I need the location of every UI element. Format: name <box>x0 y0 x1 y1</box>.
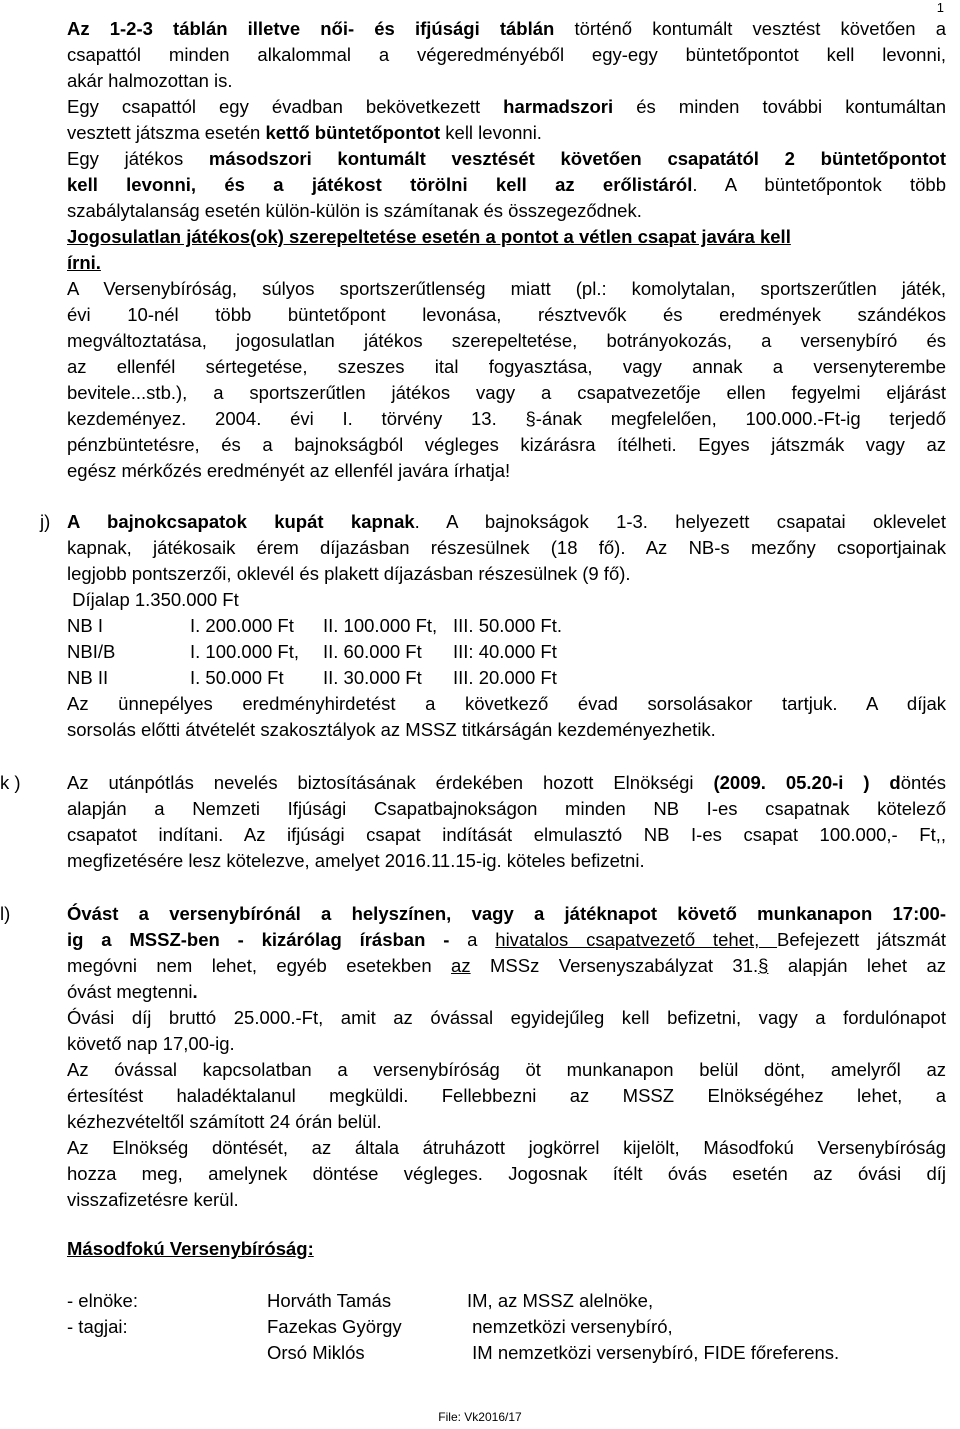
page-number: 1 <box>936 0 944 15</box>
prize-row: NBI/B I. 100.000 Ft, II. 60.000 Ft III: 40.000 Ft <box>67 641 557 662</box>
prize-row: NB I I. 200.000 Ft II. 100.000 Ft, III. 50.000 Ft. <box>67 615 563 636</box>
section-l-marker: l) <box>0 903 11 924</box>
committee-heading: Másodfokú Versenybíróság: <box>67 1238 314 1259</box>
committee-row: Orsó Miklós IM nemzetközi versenybíró, FIDE főreferens. <box>267 1342 840 1363</box>
prize-row: NB II I. 50.000 Ft II. 30.000 Ft III. 20.000 Ft <box>67 667 557 688</box>
section-k-marker: k ) <box>0 772 21 793</box>
section-j-closing: Az ünnepélyes eredményhirdetést a következő évad sorsolásakor tartjuk. A díjak sorsolás előtti átvételét szakosztályok az MSSZ titkárságán kezdeményezhetik. <box>67 693 946 740</box>
section-l-text: Óvást a versenybírónál a helyszínen, vagy a játéknapot követő munkanapon 17:00- ig a MSSZ-ben - kizárólag írásban - a hivatalos csapatvezető tehet, Befejezett játszmát megóvni nem lehet, egyéb esetekben az MSSz Versenyszabályzat 31.§ alapján lehet az óvást megtenni. Óvási díj bruttó 25.000.-Ft, amit az óvással egyidejűleg kell befizetni, vagy a fordulónapot követő nap 17,00-ig. Az óvással kapcsolatban a versenybíróság öt munkanapon belül dönt, amelyről az értesítést haladéktalanul megküldi. Fellebbezni az MSSZ Elnökségéhez lehet, a kézhezvételtől számított 24 órán belül. Az Elnökség döntését, az általa átruházott jogkörrel kijelölt, Másodfokú Versenybíróság hozza meg, amelynek döntése végleges. Jogosnak ítélt óvás esetén az óvási díj visszafizetésre kerül. <box>67 903 946 1210</box>
file-footer: File: Vk2016/17 <box>438 1410 522 1424</box>
committee-row: - elnöke: Horváth Tamás IM, az MSSZ alelnöke, <box>67 1290 654 1311</box>
section-k-text: Az utánpótlás nevelés biztosításának érdekében hozott Elnökségi (2009. 05.20-i ) döntés alapján a Nemzeti Ifjúsági Csapatbajnokságon minden NB I-es csapatnak kötelező csapatot indítani. Az ifjúsági csapat indítását elmulasztó NB I-es csapat 100.000,- Ft,, megfizetésére lesz kötelezve, amelyet 2016.11.15-ig. köteles befizetni. <box>67 772 947 871</box>
committee-row: - tagjai: Fazekas György nemzetközi versenybíró, <box>67 1316 673 1337</box>
section-j-text: A bajnokcsapatok kupát kapnak. A bajnokságok 1-3. helyezett csapatai oklevelet kapnak, játékosaik érem díjazásban részesülnek (18 fő). Az NB-s mezőny csoportjainak legjobb pontszerzői, oklevél és plakett díjazásban részesülnek (9 fő). Díjalap 1.350.000 Ft <box>67 511 946 610</box>
section-j-marker: j) <box>40 511 51 532</box>
forfeit-rules-paragraph: Az 1-2-3 táblán illetve női- és ifjúsági táblán történő kontumált vesztést követően a csapattól minden alkalommal a végeredményéből egy-egy büntetőpontot kell levonni, akár halmozottan is. Egy csapattól egy évadban bekövetkezett harmadszori és minden további kontumáltan vesztett játszma esetén kettő büntetőpontot kell levonni. Egy játékos másodszori kontumált vesztését követően csapatától 2 büntetőpontot kell levonni, és a játékost törölni kell az erőlistáról. A büntetőpontok több szabálytalanság esetén külön-külön is számítanak és összegeződnek. Jogosulatlan játékos(ok) szerepeltetése esetén a pontot a vétlen csapat javára kell írni. A Versenybíróság, súlyos sportszerűtlenség miatt (pl.: komolytalan, sportszerűtlen játék, évi 10-nél több büntetőpont levonása, résztvevők és eredmények szándékos megváltoztatása, jogosulatlan játékos szerepeltetése, botrányokozás, a versenybíró és az ellenfél sértegetése, szeszes ital fogyasztása, vagy annak a versenyterembe bevitele...stb.), a sportszerűtlen játékos vagy a csapatvezetője ellen fegyelmi eljárást kezdeményez. 2004. évi I. törvény 13. §-ának megfelelően, 100.000.-Ft-ig terjedő pénzbüntetésre, és a bajnokságból végleges kizárásra ítélheti. Egyes játszmák vagy az egész mérkőzés eredményét az ellenfél javára írhatja! <box>67 18 947 481</box>
